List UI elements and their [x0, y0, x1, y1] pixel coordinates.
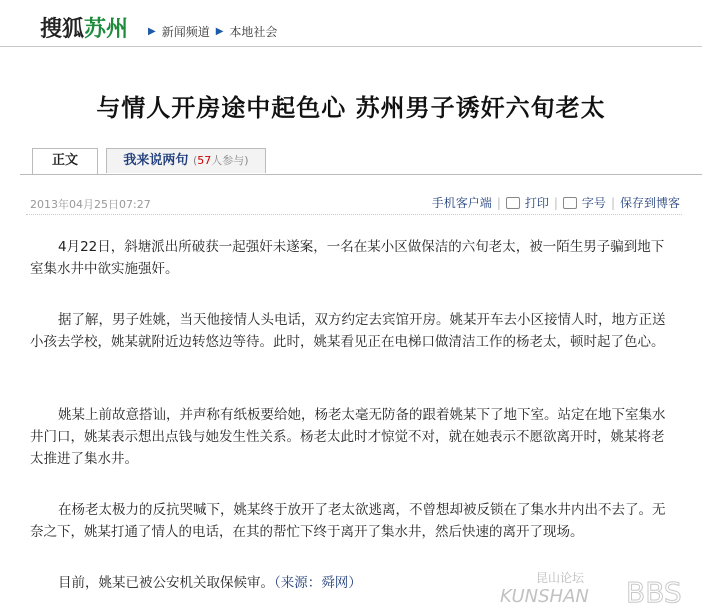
- meta-divider: [26, 214, 682, 215]
- watermark-text-bbs: BBS: [626, 576, 682, 608]
- print-icon: [506, 197, 520, 209]
- article-date: 2013年04月25日07:27: [30, 198, 151, 211]
- article-paragraph-5: [30, 572, 676, 594]
- breadcrumb: [148, 23, 277, 40]
- header-divider: [0, 46, 702, 47]
- tool-separator: |: [496, 195, 501, 210]
- mobile-client-link[interactable]: 手机客户端: [431, 196, 492, 210]
- article-paragraph-4: 在杨老太极力的反抗哭喊下，姚某终于放开了老太欲逃离，不曾想却被反锁在了集水井内出不去了。无奈之下，姚某打通了情人的电话，在其的帮忙下终于离开了集水井，然后快速的离开了现场。: [30, 502, 666, 540]
- source-link[interactable]: （来源：舜网）: [274, 575, 362, 591]
- tab-comments-label: 我来说两句: [123, 153, 189, 168]
- article-paragraph-3: 姚某上前故意搭讪，并声称有纸板要给她，杨老太毫无防备的跟着姚某下了地下室。站定在地下室集水井门口，姚某表示想出点钱与她发生性关系。杨老太此时才惊觉不对，就在她表示不愿欲离开时，姚某将老太推进了集水井。: [30, 407, 666, 467]
- logo-sohu: 搜狐: [40, 16, 85, 42]
- article-tools: [432, 194, 680, 211]
- print-link[interactable]: 打印: [524, 196, 549, 210]
- article-tabs: [20, 148, 702, 175]
- tab-article-body[interactable]: 正文: [32, 148, 98, 174]
- breadcrumb-arrow-icon: ▶: [215, 26, 224, 37]
- tool-separator: |: [553, 195, 558, 210]
- logo-suzhou: 苏州: [84, 16, 129, 42]
- watermark-text-kunshan: KUNSHAN: [500, 586, 589, 607]
- sohu-suzhou-logo[interactable]: [40, 12, 128, 43]
- tab-comments[interactable]: [106, 148, 266, 173]
- breadcrumb-arrow-icon: ▶: [148, 26, 156, 37]
- article-paragraph-5-text: 目前，姚某已被公安机关取保候审。: [58, 575, 274, 591]
- font-size-link[interactable]: 字号: [581, 196, 606, 210]
- breadcrumb-local-society[interactable]: 本地社会: [229, 25, 278, 39]
- article-paragraph-2: 据了解，男子姓姚，当天他接情人头电话，双方约定去宾馆开房。姚某开车去小区接情人时，地方正送小孩去学校，姚某就附近边转悠边等待。此时，姚某看见正在电梯口做清洁工作的杨老太，顿时起了色心。: [30, 312, 666, 350]
- comment-count: (57人参与): [192, 154, 249, 167]
- site-header: [0, 0, 702, 46]
- article-title: 与情人开房途中起色心 苏州男子诱奸六旬老太: [96, 93, 606, 122]
- watermark-text-cn: 昆山论坛: [536, 571, 585, 585]
- save-to-blog-link[interactable]: 保存到博客: [619, 196, 680, 210]
- tool-separator: |: [610, 195, 615, 210]
- article-paragraph-1: 4月22日，斜塘派出所破获一起强奸未遂案，一名在某小区做保洁的六旬老太，被一陌生男子骗到地下室集水井中欲实施强奸。: [30, 239, 665, 277]
- font-size-icon: [563, 197, 577, 209]
- breadcrumb-news-channel[interactable]: 新闻频道: [161, 25, 210, 39]
